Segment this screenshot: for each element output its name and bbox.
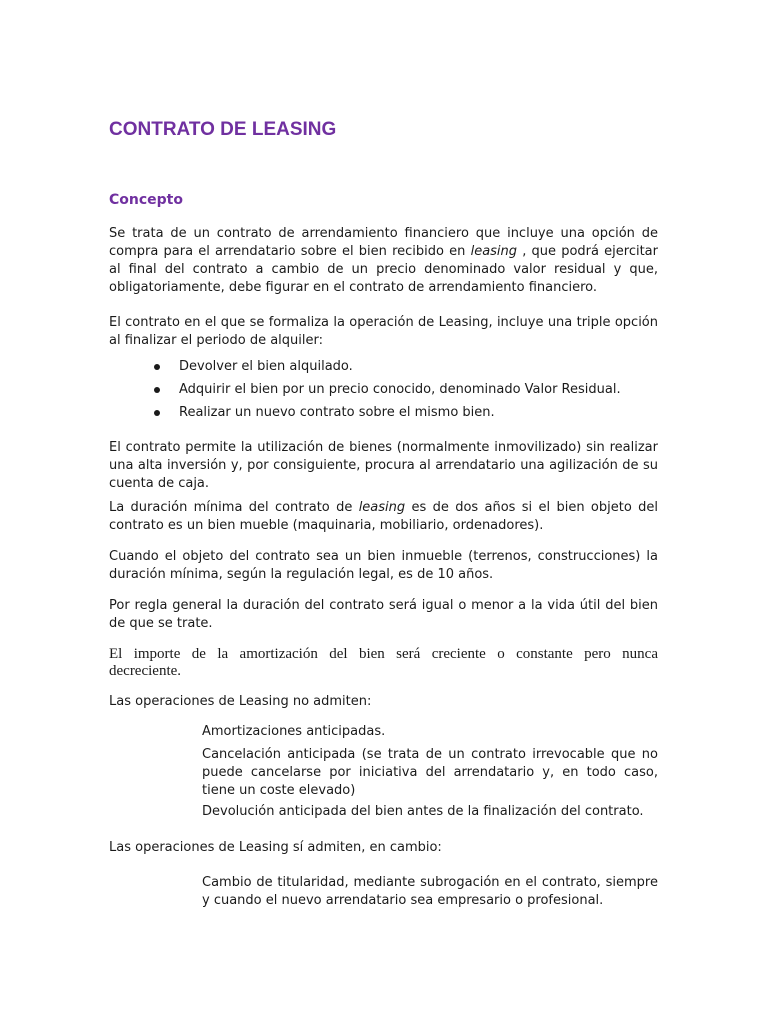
bullet-item <box>151 381 671 404</box>
bullet-item <box>151 404 671 427</box>
paragraph-amortization: El importe de la amortización del bien será creciente o constante pero nunca decreciente. <box>109 646 658 679</box>
paragraph-allowed-intro: Las operaciones de Leasing sí admiten, en cambio: <box>109 840 442 855</box>
paragraph-definition-text-1: Se trata de un contrato de arrendamiento financiero que incluye una opción de compra para el arrendatario sobre el bien recibido en <box>109 226 658 259</box>
bullet-icon <box>154 387 160 393</box>
paragraph-minimum-duration <box>109 499 658 535</box>
bullet-icon <box>154 410 160 416</box>
bullet-list-options <box>151 358 671 427</box>
paragraph-definition <box>109 225 658 297</box>
paragraph-minimum-duration-text-1: La duración mínima del contrato de <box>109 500 359 515</box>
paragraph-real-estate: Cuando el objeto del contrato sea un bien inmueble (terrenos, construcciones) la duración mínima, según la regulación legal, es de 10 años. <box>109 549 658 582</box>
paragraph-utilization: El contrato permite la utilización de bienes (normalmente inmovilizado) sin realizar una alta inversión y, por consiguiente, procura al arrendatario una agilización de su cuenta de caja. <box>109 440 658 491</box>
bullet-text: Devolver el bien alquilado. <box>179 359 353 374</box>
paragraph-not-allowed-intro: Las operaciones de Leasing no admiten: <box>109 694 372 709</box>
not-allowed-item: Amortizaciones anticipadas. <box>202 724 386 739</box>
bullet-icon <box>154 364 160 370</box>
paragraph-definition-italic: leasing <box>470 244 518 259</box>
section-heading-concepto: Concepto <box>109 192 183 208</box>
paragraph-general-rule: Por regla general la duración del contrato será igual o menor a la vida útil del bien de que se trate. <box>109 598 658 631</box>
bullet-text: Adquirir el bien por un precio conocido, denominado Valor Residual. <box>179 382 621 397</box>
allowed-item: Cambio de titularidad, mediante subrogación en el contrato, siempre y cuando el nuevo arrendatario sea empresario o profesional. <box>202 875 658 908</box>
paragraph-triple-option: El contrato en el que se formaliza la operación de Leasing, incluye una triple opción al finalizar el periodo de alquiler: <box>109 315 658 348</box>
not-allowed-item: Cancelación anticipada (se trata de un contrato irrevocable que no puede cancelarse por iniciativa del arrendatario y, en todo caso, tiene un coste elevado) <box>202 747 658 798</box>
paragraph-definition-text-2: , que podrá ejercitar al final del contrato a cambio de un precio denominado valor residual y que, obligatoriamente, debe figurar en el contrato de arrendamiento financiero. <box>109 244 658 295</box>
paragraph-minimum-duration-text-2: es de dos años si el bien objeto del contrato es un bien mueble (maquinaria, mobiliario, ordenadores). <box>109 500 658 533</box>
not-allowed-item: Devolución anticipada del bien antes de la finalización del contrato. <box>202 804 644 819</box>
paragraph-minimum-duration-italic: leasing <box>358 500 406 515</box>
document-title: CONTRATO DE LEASING <box>109 119 337 140</box>
bullet-item <box>151 358 671 381</box>
bullet-text: Realizar un nuevo contrato sobre el mismo bien. <box>179 405 495 420</box>
